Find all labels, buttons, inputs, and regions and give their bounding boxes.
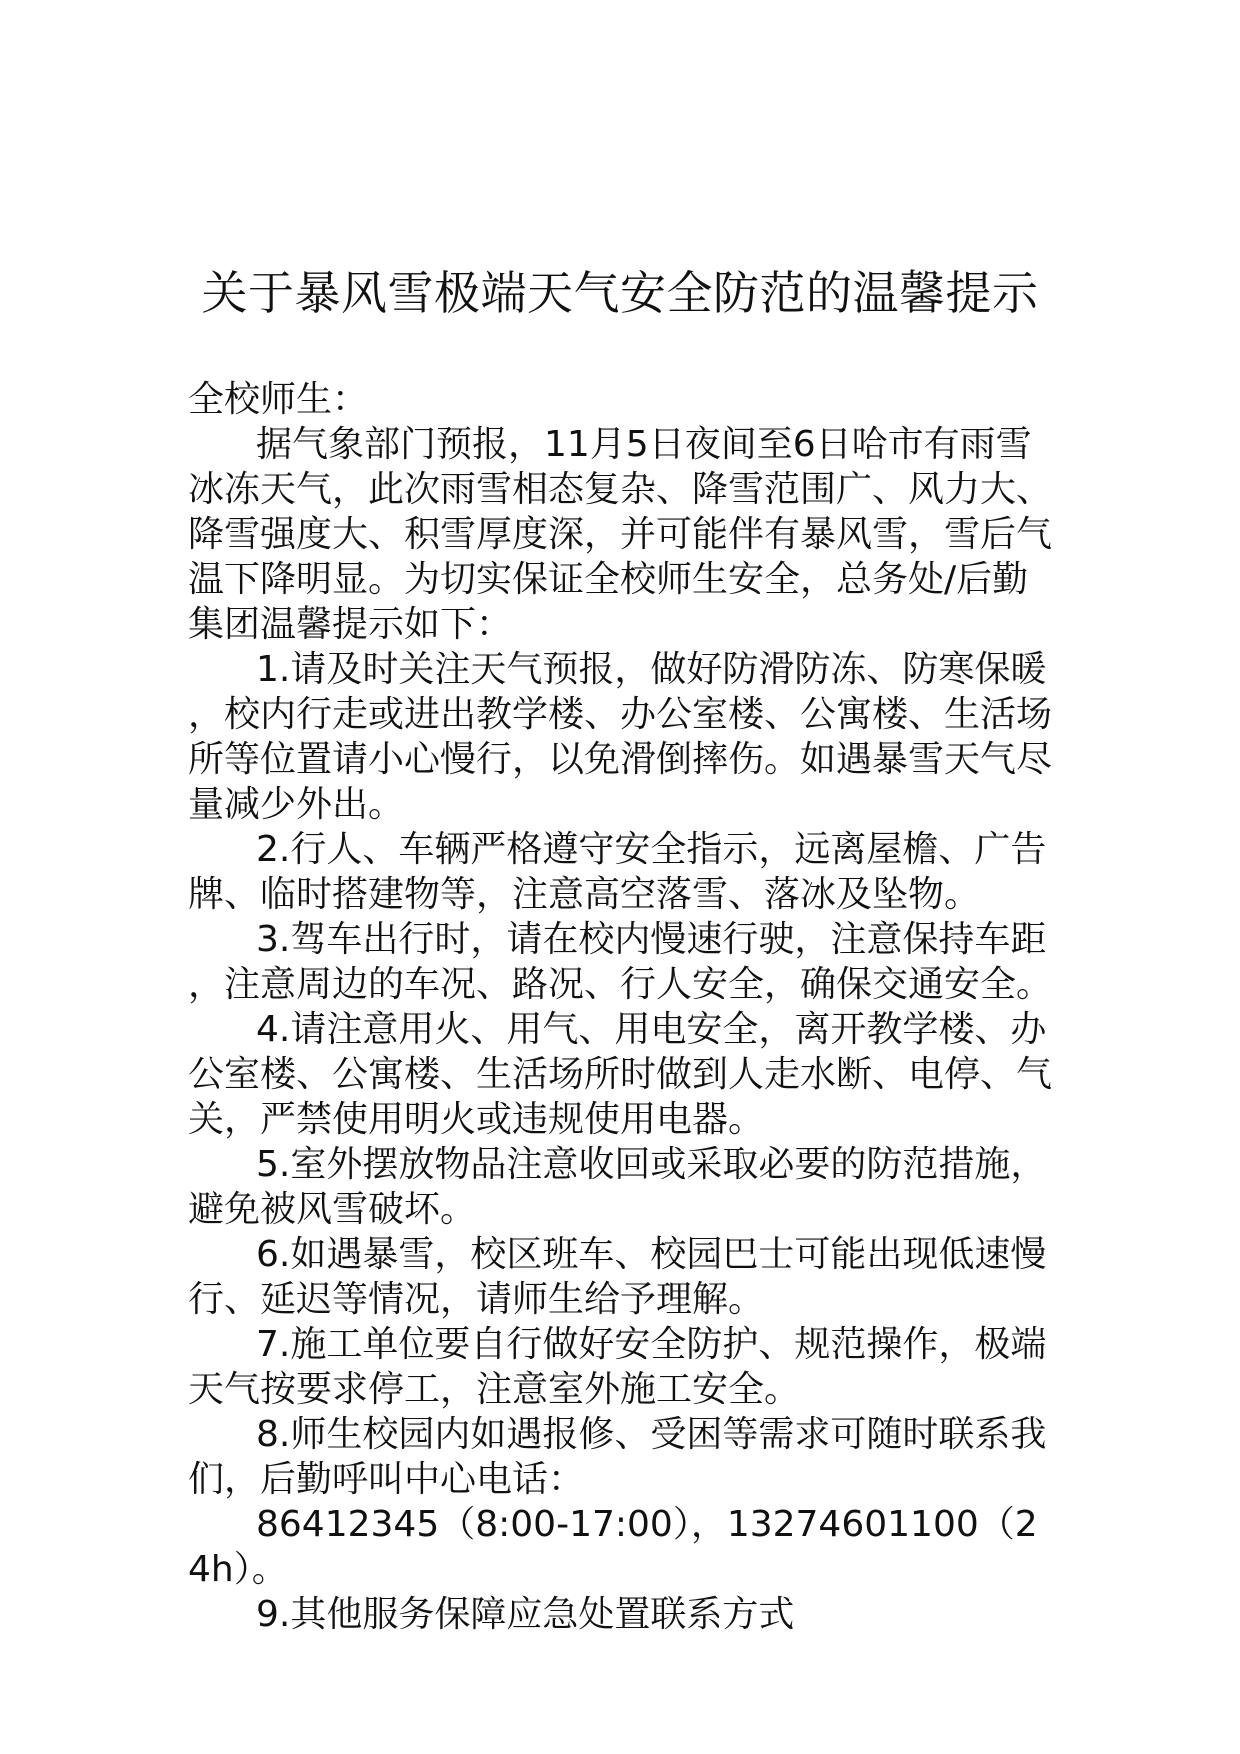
tip-item-5: 5.室外摆放物品注意收回或采取必要的防范措施，避免被风雪破坏。 <box>188 1144 1047 1230</box>
tip-item-8: 8.师生校园内如遇报修、受困等需求可随时联系我们，后勤呼叫中心电话： <box>188 1414 1047 1500</box>
intro-paragraph: 据气象部门预报，11月5日夜间至6日哈市有雨雪冰冻天气，此次雨雪相态复杂、降雪范围广、风力大、降雪强度大、积雪厚度深，并可能伴有暴风雪，雪后气温下降明显。为切实保证全校师生安全，总务处/后勤集团温馨提示如下： <box>188 424 1053 645</box>
tip-item-3: 3.驾车出行时，请在校内慢速行驶，注意保持车距，注意周边的车况、路况、行人安全，确保交通安全。 <box>188 919 1053 1005</box>
document-title: 关于暴风雪极端天气安全防范的温馨提示 <box>201 266 1039 320</box>
tip-item-6: 6.如遇暴雪，校区班车、校园巴士可能出现低速慢行、延迟等情况，请师生给予理解。 <box>188 1234 1047 1320</box>
hotline-numbers: 86412345（8:00-17:00），13274601100（24h）。 <box>188 1504 1038 1590</box>
tip-item-1: 1.请及时关注天气预报，做好防滑防冻、防寒保暖，校内行走或进出教学楼、办公室楼、公寓楼、生活场所等位置请小心慢行，以免滑倒摔伤。如遇暴雪天气尽量减少外出。 <box>188 649 1053 825</box>
tip-item-2: 2.行人、车辆严格遵守安全指示，远离屋檐、广告牌、临时搭建物等，注意高空落雪、落冰及坠物。 <box>188 829 1047 915</box>
tip-item-9: 9.其他服务保障应急处置联系方式 <box>256 1594 795 1635</box>
tip-item-4: 4.请注意用火、用气、用电安全，离开教学楼、办公室楼、公寓楼、生活场所时做到人走水断、电停、气关，严禁使用明火或违规使用电器。 <box>188 1009 1053 1140</box>
salutation: 全校师生： <box>188 379 369 420</box>
tip-item-7: 7.施工单位要自行做好安全防护、规范操作，极端天气按要求停工，注意室外施工安全。 <box>188 1324 1047 1410</box>
document-body <box>188 377 1058 1637</box>
